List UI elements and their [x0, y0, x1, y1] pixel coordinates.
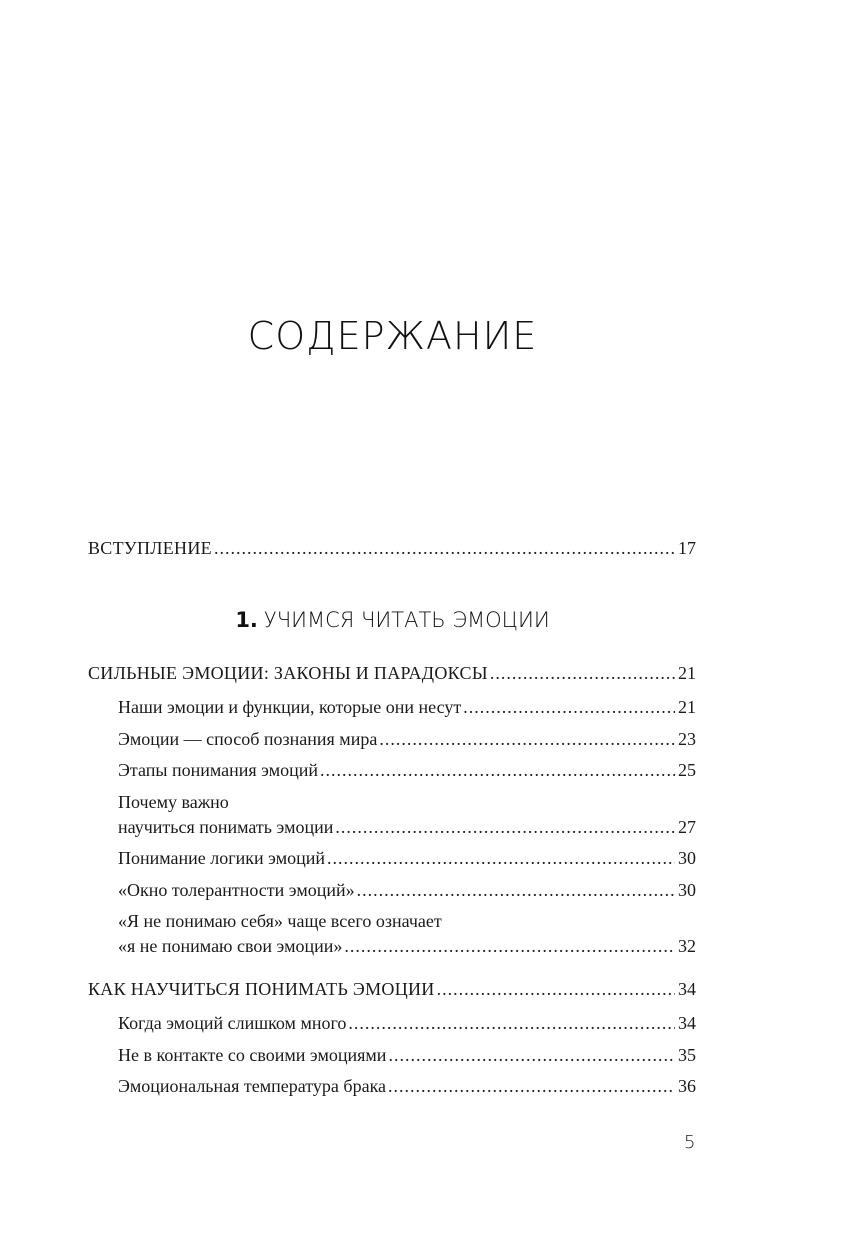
toc-page-number: 36 — [678, 1076, 696, 1096]
toc-entry-label: научиться понимать эмоции — [118, 817, 334, 837]
toc-page-number: 30 — [678, 848, 696, 868]
toc-page-number: 25 — [678, 760, 696, 780]
part-title: УЧИМСЯ ЧИТАТЬ ЭМОЦИИ — [263, 608, 550, 632]
page-number: 5 — [684, 1132, 696, 1153]
toc-page-number: 23 — [678, 729, 696, 749]
dot-leader — [490, 661, 675, 685]
toc-entry-first-line: «Я не понимаю себя» чаще всего означает — [118, 911, 442, 931]
toc-entry-subsection[interactable] — [118, 878, 696, 902]
toc-entry-label: «я не понимаю свои эмоции» — [118, 936, 343, 956]
dot-leader — [348, 1011, 675, 1035]
toc-entry-label: Этапы понимания эмоций — [118, 760, 319, 780]
page-title: СОДЕРЖАНИЕ — [247, 314, 538, 358]
toc-entry-subsection[interactable] — [118, 934, 696, 958]
toc-entry-subsection[interactable] — [118, 846, 696, 870]
toc-entry-label: Понимание логики эмоций — [118, 848, 326, 868]
toc-page-number: 27 — [678, 817, 696, 837]
toc-entry-section[interactable] — [88, 661, 696, 685]
toc-entry-label: Эмоциональная температура брака — [118, 1076, 387, 1096]
toc-entry-label: Эмоции — способ познания мира — [118, 729, 378, 749]
toc-page-number: 32 — [678, 936, 696, 956]
toc-entry-subsection[interactable] — [118, 695, 696, 719]
toc-entry-subsection[interactable] — [118, 1043, 696, 1067]
toc-entry-subsection[interactable] — [118, 1011, 696, 1035]
toc-page-number: 30 — [678, 880, 696, 900]
dot-leader — [379, 727, 675, 751]
toc-page-number: 34 — [678, 979, 696, 999]
dot-leader — [344, 934, 675, 958]
dot-leader — [320, 758, 675, 782]
toc-entry-label: Когда эмоций слишком много — [118, 1013, 347, 1033]
toc-entry-label: ВСТУПЛЕНИЕ — [88, 538, 212, 558]
toc-page-number: 35 — [678, 1045, 696, 1065]
dot-leader — [388, 1074, 675, 1098]
toc-entry-label: Не в контакте со своими эмоциями — [118, 1045, 387, 1065]
toc-entry-section[interactable] — [88, 977, 696, 1001]
toc-entry-intro[interactable] — [88, 536, 696, 560]
toc-entry-label: Наши эмоции и функции, которые они несут — [118, 697, 462, 717]
toc-entry-subsection[interactable] — [118, 727, 696, 751]
dot-leader — [327, 846, 675, 870]
toc-page-number: 21 — [678, 697, 696, 717]
dot-leader — [437, 977, 675, 1001]
toc-entry-subsection[interactable] — [118, 1074, 696, 1098]
toc-entry-subsection[interactable] — [118, 815, 696, 839]
part-number: 1. — [235, 608, 258, 632]
dot-leader — [335, 815, 675, 839]
dot-leader — [463, 695, 675, 719]
dot-leader — [214, 536, 675, 560]
toc-entry-label: СИЛЬНЫЕ ЭМОЦИИ: ЗАКОНЫ И ПАРАДОКСЫ — [88, 663, 488, 683]
toc-entry-label: КАК НАУЧИТЬСЯ ПОНИМАТЬ ЭМОЦИИ — [88, 979, 435, 999]
dot-leader — [388, 1043, 675, 1067]
toc-entry-subsection[interactable] — [118, 758, 696, 782]
toc-entry-first-line: Почему важно — [118, 792, 229, 812]
toc-page-number: 34 — [678, 1013, 696, 1033]
part-heading — [0, 608, 785, 632]
toc-page-number: 21 — [678, 663, 696, 683]
toc-page-number: 17 — [678, 538, 696, 558]
toc-entry-label: «Окно толерантности эмоций» — [118, 880, 355, 900]
dot-leader — [357, 878, 675, 902]
